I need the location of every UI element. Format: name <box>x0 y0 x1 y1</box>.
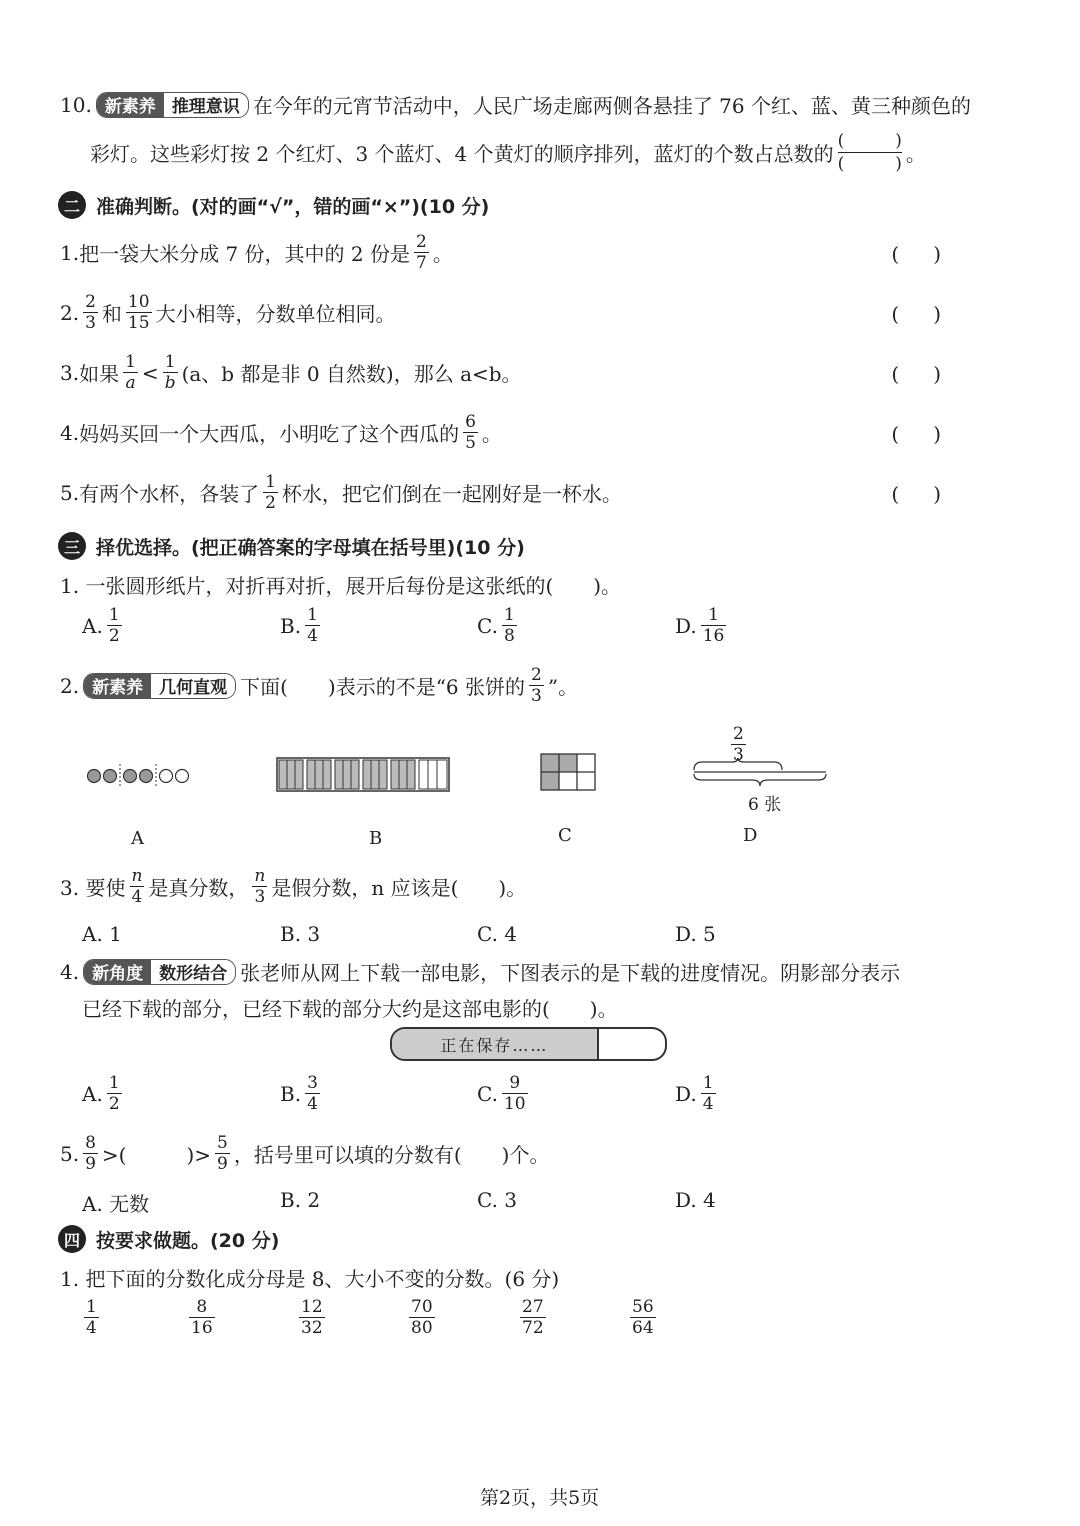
fraction <box>731 724 746 765</box>
section-number-badge: 三 <box>58 532 86 560</box>
item-text: 把一袋大米分成 7 份，其中的 2 份是 <box>79 242 410 266</box>
denominator: 4 <box>307 626 318 646</box>
item-text: 是真分数， <box>148 876 249 900</box>
fraction <box>701 1073 716 1114</box>
choice-q4-line2: 已经下载的部分，已经下载的部分大约是这部电影的( )。 <box>82 997 618 1021</box>
denominator: 4 <box>307 1094 318 1114</box>
option-letter: B. <box>280 613 302 638</box>
figure-c-grid <box>540 753 598 793</box>
choice-q1-option-d[interactable] <box>675 605 730 646</box>
fraction <box>263 472 278 513</box>
denominator: 72 <box>522 1318 544 1338</box>
denominator: 2 <box>108 1094 120 1114</box>
numerator: 8 <box>196 1297 208 1317</box>
denominator: 4 <box>86 1318 97 1338</box>
numerator: 10 <box>127 292 150 312</box>
q10-end: 。 <box>905 142 926 166</box>
figure-d-top-label <box>727 724 750 765</box>
choice-q3-option-a[interactable]: A. 1 <box>82 922 122 946</box>
less-than-sign: < <box>141 360 159 385</box>
choice-q4-option-d[interactable] <box>675 1073 720 1114</box>
convert-fraction-1[interactable] <box>80 1297 103 1338</box>
tag-secondary: 几何直观 <box>159 678 228 698</box>
item-text: 下面( )表示的不是“6 张饼的 <box>240 675 526 699</box>
choice-q4-option-b[interactable] <box>280 1073 324 1114</box>
section-title: 择优选择。(把正确答案的字母填在括号里)(10 分) <box>96 536 525 559</box>
q10-number: 10. <box>60 92 92 117</box>
item-number: 1. <box>60 240 80 265</box>
choice-q5-option-d[interactable]: D. 4 <box>675 1188 716 1212</box>
figure-caption-d[interactable]: D <box>743 825 758 846</box>
fraction <box>129 866 144 907</box>
item-text: 妈妈买回一个大西瓜，小明吃了这个西瓜的 <box>79 422 460 446</box>
denominator: 3 <box>531 686 542 706</box>
numerator: 1 <box>108 1073 120 1093</box>
choice-q4-option-a[interactable] <box>82 1073 126 1114</box>
fraction <box>126 292 152 333</box>
denominator: 9 <box>85 1154 96 1174</box>
inequality-blank[interactable]: >( )> <box>101 1143 212 1167</box>
numerator: 2 <box>415 232 427 252</box>
tag-secondary: 数形结合 <box>159 964 228 984</box>
numerator: 70 <box>411 1297 433 1317</box>
numerator: 1 <box>503 605 515 625</box>
numerator: 5 <box>217 1133 228 1153</box>
q2-tag <box>83 673 236 699</box>
q10-text1: 在今年的元宵节活动中，人民广场走廊两侧各悬挂了 76 个红、蓝、黄三种颜色的 <box>252 94 971 118</box>
answer-paren-3[interactable]: () <box>891 362 975 386</box>
section2-heading <box>58 191 489 219</box>
numerator: 27 <box>522 1297 544 1317</box>
judge-item-2 <box>60 292 396 333</box>
option-letter: B. <box>280 1081 302 1106</box>
fraction <box>215 1133 230 1174</box>
item-text: 3. 要使 <box>60 876 126 900</box>
denominator: 8 <box>503 626 515 646</box>
fraction <box>701 605 727 646</box>
section3-heading <box>58 532 525 560</box>
fraction <box>502 605 517 646</box>
denominator: 4 <box>702 1094 714 1114</box>
numerator: 56 <box>632 1297 654 1317</box>
option-letter: D. <box>675 1081 697 1106</box>
choice-q3-option-d[interactable]: D. 5 <box>675 922 716 946</box>
choice-q2-line <box>60 665 578 706</box>
answer-denominator-blank[interactable]: ( ) <box>837 154 902 174</box>
fraction <box>123 352 138 393</box>
denominator: 4 <box>131 887 143 907</box>
figure-caption-a[interactable]: A <box>131 828 144 849</box>
choice-q3-option-c[interactable]: C. 4 <box>477 922 518 946</box>
choice-q4-line1 <box>60 957 900 986</box>
download-progress-bar <box>390 1027 667 1061</box>
q10-answer-fraction[interactable] <box>838 130 902 175</box>
figure-b-bars <box>276 757 452 793</box>
q10-line2 <box>90 130 926 175</box>
q10-text2: 彩灯。这些彩灯按 2 个红灯、3 个蓝灯、4 个黄灯的顺序排列，蓝灯的个数占总数的 <box>90 142 834 166</box>
numerator: 6 <box>465 412 476 432</box>
item-text-end: 。 <box>432 242 453 266</box>
q4-tag <box>83 959 236 985</box>
section-number-badge: 四 <box>58 1225 86 1253</box>
denominator: 32 <box>301 1318 323 1338</box>
item-number: 2. <box>60 673 80 698</box>
fraction <box>630 1297 656 1338</box>
fraction <box>414 232 429 273</box>
denominator: 16 <box>702 626 725 646</box>
answer-paren-5[interactable]: () <box>891 482 975 506</box>
denominator: 2 <box>265 493 276 513</box>
option-letter: A. <box>82 613 103 638</box>
item-text-end: 杯水，把它们倒在一起刚好是一杯水。 <box>281 482 622 506</box>
choice-q1-option-a[interactable] <box>82 605 126 646</box>
denominator: 3 <box>254 887 266 907</box>
choice-q5-line <box>60 1133 549 1174</box>
fraction <box>409 1297 435 1338</box>
figure-a-circles <box>85 762 210 790</box>
fraction <box>305 1073 320 1114</box>
choice-q5-option-c[interactable]: C. 3 <box>477 1188 518 1212</box>
numerator: 1 <box>708 605 719 625</box>
fraction <box>84 1297 99 1338</box>
convert-fraction-6[interactable] <box>626 1297 660 1338</box>
item-text-end: ”。 <box>547 675 579 699</box>
choice-q4-option-c[interactable] <box>477 1073 532 1114</box>
page-footer: 第2页，共5页 <box>480 1487 600 1509</box>
item-number: 5. <box>60 1141 80 1166</box>
fraction <box>529 665 544 706</box>
numerator: n <box>131 866 143 886</box>
judge-item-1 <box>60 232 453 273</box>
numerator: 12 <box>301 1297 323 1317</box>
option-letter: D. <box>675 613 697 638</box>
numerator: 1 <box>265 472 276 492</box>
numerator: 2 <box>85 292 96 312</box>
denominator: 3 <box>85 313 96 333</box>
fraction <box>299 1297 325 1338</box>
denominator: 15 <box>127 313 150 333</box>
convert-fraction-2[interactable] <box>185 1297 219 1338</box>
option-letter: A. <box>82 1081 103 1106</box>
numerator: 2 <box>531 665 542 685</box>
choice-q1-text: 1. 一张圆形纸片，对折再对折，展开后每份是这张纸的( )。 <box>60 574 622 598</box>
item-text-end: 。 <box>481 422 502 446</box>
choice-q3-option-b[interactable]: B. 3 <box>280 922 321 946</box>
numerator: 3 <box>307 1073 318 1093</box>
fraction <box>107 1073 122 1114</box>
numerator: 1 <box>307 605 318 625</box>
numerator: 1 <box>86 1297 97 1317</box>
denominator: 64 <box>632 1318 654 1338</box>
fraction <box>252 866 267 907</box>
convert-fraction-5[interactable] <box>516 1297 550 1338</box>
fraction <box>189 1297 215 1338</box>
numerator: 9 <box>509 1073 521 1093</box>
denominator: 3 <box>733 745 744 765</box>
denominator: 16 <box>191 1318 213 1338</box>
item-text: ，括号里可以填的分数有( )个。 <box>233 1143 550 1167</box>
fraction <box>83 1133 98 1174</box>
item-text-end: 是假分数，n 应该是( )。 <box>271 876 527 900</box>
q10-line1 <box>60 90 971 119</box>
figure-d-brace <box>690 758 830 788</box>
denominator: b <box>164 373 176 393</box>
section4-q1-text: 1. 把下面的分数化成分母是 8、大小不变的分数。(6 分) <box>60 1267 560 1291</box>
progress-label: 正在保存…… <box>440 1035 549 1055</box>
item-text: 有两个水杯，各装了 <box>79 482 260 506</box>
numerator: 2 <box>733 724 744 744</box>
choice-q3-line <box>60 866 526 907</box>
section-title: 准确判断。(对的画“√”，错的画“×”)(10 分) <box>96 195 490 218</box>
tag-secondary: 推理意识 <box>171 97 240 117</box>
fraction <box>520 1297 546 1338</box>
item-number: 2. <box>60 300 80 325</box>
tag-primary: 新角度 <box>84 960 151 984</box>
denominator: 9 <box>217 1154 228 1174</box>
fraction <box>83 292 98 333</box>
item-number: 3. <box>60 360 80 385</box>
item-number: 5. <box>60 480 80 505</box>
answer-paren-1[interactable]: () <box>891 242 975 266</box>
fraction <box>463 412 478 453</box>
fraction <box>107 605 122 646</box>
fraction <box>305 605 320 646</box>
section-number-badge: 二 <box>58 191 86 219</box>
item-text: 如果 <box>79 362 120 386</box>
tag-primary: 新素养 <box>97 93 164 117</box>
judge-item-5 <box>60 472 622 513</box>
item-text: 和 <box>101 302 122 326</box>
numerator: 1 <box>702 1073 714 1093</box>
answer-paren-2[interactable]: () <box>891 302 975 326</box>
choice-q1-option-b[interactable] <box>280 605 324 646</box>
item-text-end: 大小相等，分数单位相同。 <box>155 302 396 326</box>
judge-item-4 <box>60 412 502 453</box>
convert-fraction-3[interactable] <box>295 1297 329 1338</box>
numerator: 1 <box>164 352 176 372</box>
convert-fraction-4[interactable] <box>405 1297 439 1338</box>
denominator: 7 <box>415 253 427 273</box>
progress-fill <box>392 1029 599 1059</box>
numerator: n <box>254 866 266 886</box>
option-letter: C. <box>477 613 498 638</box>
fraction <box>163 352 178 393</box>
tag-primary: 新素养 <box>84 674 151 698</box>
figure-caption-c[interactable]: C <box>558 825 572 846</box>
denominator: 5 <box>465 433 476 453</box>
item-text-end: (a、b 都是非 0 自然数)，那么 a<b。 <box>181 362 522 386</box>
judge-item-3 <box>60 352 522 393</box>
option-letter: C. <box>477 1081 498 1106</box>
item-number: 4. <box>60 420 80 445</box>
choice-q5-option-b[interactable]: B. 2 <box>280 1188 321 1212</box>
answer-paren-4[interactable]: () <box>891 422 975 446</box>
choice-q5-option-a[interactable]: A. 无数 <box>82 1192 150 1216</box>
q10-tag <box>96 92 249 118</box>
section-title: 按要求做题。(20 分) <box>96 1229 280 1252</box>
denominator: 10 <box>503 1094 526 1114</box>
denominator: a <box>125 373 136 393</box>
denominator: 2 <box>108 626 120 646</box>
answer-numerator-blank[interactable]: ( ) <box>837 131 902 151</box>
item-number: 4. <box>60 959 80 984</box>
numerator: 1 <box>108 605 120 625</box>
section4-heading <box>58 1225 279 1253</box>
choice-q1-option-c[interactable] <box>477 605 521 646</box>
figure-caption-b[interactable]: B <box>369 828 383 849</box>
item-text: 张老师从网上下载一部电影，下图表示的是下载的进度情况。阴影部分表示 <box>240 961 901 985</box>
fraction <box>502 1073 528 1114</box>
numerator: 1 <box>125 352 136 372</box>
numerator: 8 <box>85 1133 96 1153</box>
figure-d-bottom-label: 6 张 <box>748 795 782 815</box>
denominator: 80 <box>411 1318 433 1338</box>
